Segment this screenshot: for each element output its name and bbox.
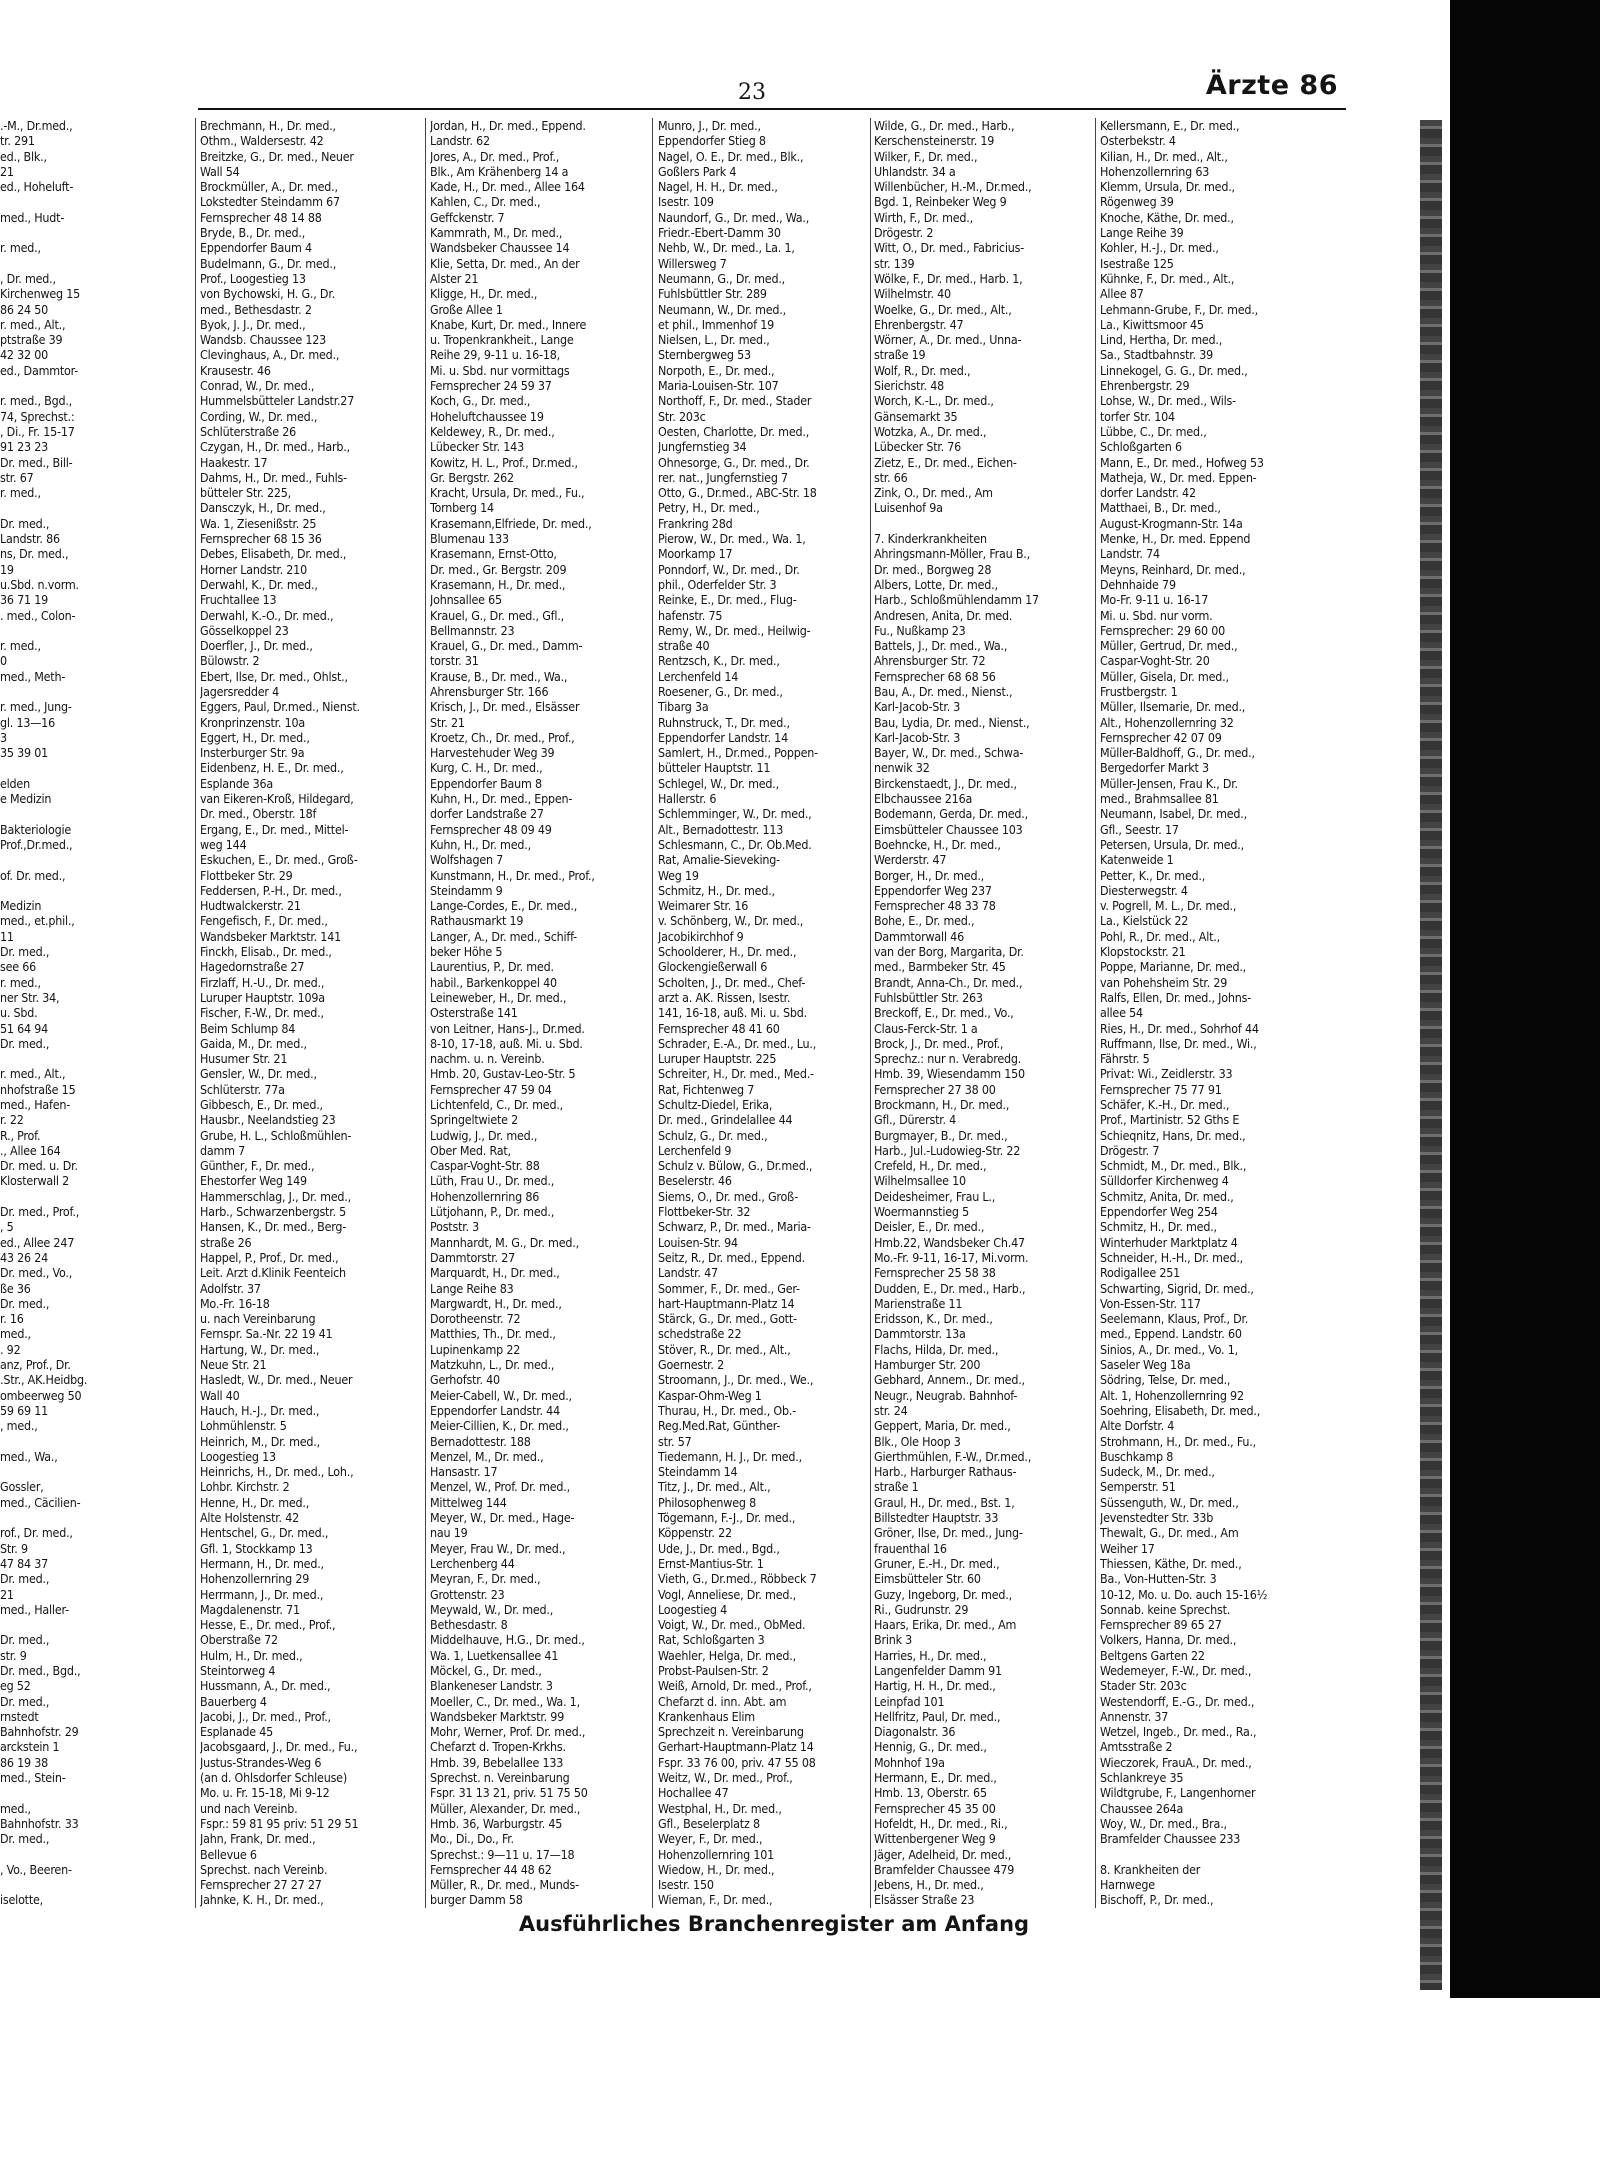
scan-spine-shadow [1420,120,1442,1990]
scan-bottom-margin [1450,1998,1600,2177]
section-title: Ärzte 86 [1205,70,1338,101]
listing-column-1 [0,118,192,1908]
column-text: Brechmann, H., Dr. med., Othm., Waldersestr. 42 Breitzke, G., Dr. med., Neuer Wall 54 Brockmüller, A., Dr. med., Lokstedter Steindamm 67 Fernsprecher 48 14 88 Bryde, B., Dr. med., Eppendorfer Baum 4 Budelmann, G., Dr. med., Prof., Loogestieg 13 von Bychowski, H. G., Dr. med., Bethesdastr. 2 Byok, J. J., Dr. med., Wandsb. Chaussee 123 Clevinghaus, A., Dr. med., Krausestr. 46 Conrad, W., Dr. med., Hummelsbütteler Landstr.27 Cording, W., Dr. med., Schlüterstraße 26 Czygan, H., Dr. med., Harb., Haakestr. 17 Dahms, H., Dr. med., Fuhls- bütteler Str. 225, Dansczyk, H., Dr. med., Wa. 1, Ziesenißstr. 25 Fernsprecher 68 15 36 Debes, Elisabeth, Dr. med., Horner Landstr. 210 Derwahl, K., Dr. med., Fruchtallee 13 Derwahl, K.-O., Dr. med., Gösselkoppel 23 Doerfler, J., Dr. med., Bülowstr. 2 Ebert, Ilse, Dr. med., Ohlst., Jagersredder 4 Eggers, Paul, Dr.med., Nienst. Kronprinzenstr. 10a Eggert, H., Dr. med., Insterburger Str. 9a Eidenbenz, H. E., Dr. med., Esplande 36a van Eikeren-Kroß, Hildegard, Dr. med., Oberstr. 18f Ergang, E., Dr. med., Mittel- weg 144 Eskuchen, E., Dr. med., Groß- Flottbeker Str. 29 Feddersen, P.-H., Dr. med., Hudtwalckerstr. 21 Fengefisch, F., Dr. med., Wandsbeker Marktstr. 141 Finckh, Elisab., Dr. med., Hagedornstraße 27 Firzlaff, H.-U., Dr. med., Luruper Hauptstr. 109a Fischer, F.-W., Dr. med., Beim Schlump 84 Gaida, M., Dr. med., Husumer Str. 21 Gensler, W., Dr. med., Schlüterstr. 77a Gibbesch, E., Dr. med., Hausbr., Neelandstieg 23 Grube, H. L., Schloßmühlen- damm 7 Günther, F., Dr. med., Ehestorfer Weg 149 Hammerschlag, J., Dr. med., Harb., Schwarzenbergstr. 5 Hansen, K., Dr. med., Berg- straße 26 Happel, P., Prof., Dr. med., Leit. Arzt d.Klinik Feenteich Adolfstr. 37 Mo.-Fr. 16-18 u. nach Vereinbarung Fernspr. Sa.-Nr. 22 19 41 Hartung, W., Dr. med., Neue Str. 21 Hasledt, W., Dr. med., Neuer Wall 40 Hauch, H.-J., Dr. med., Lohmühlenstr. 5 Heinrich, M., Dr. med., Loogestieg 13 Heinrichs, H., Dr. med., Loh., Lohbr. Kirchstr. 2 Henne, H., Dr. med., Alte Holstenstr. 42 Hentschel, G., Dr. med., Gfl. 1, Stockkamp 13 Hermann, H., Dr. med., Hohenzollernring 29 Herrmann, J., Dr. med., Magdalenenstr. 71 Hesse, E., Dr. med., Prof., Oberstraße 72 Hulm, H., Dr. med., Steintorweg 4 Hussmann, A., Dr. med., Bauerberg 4 Jacobi, J., Dr. med., Prof., Esplanade 45 Jacobsgaard, J., Dr. med., Fu., Justus-Strandes-Weg 6 (an d. Ohlsdorfer Schleuse) Mo. u. Fr. 15-18, Mi 9-12 und nach Vereinb. Fspr.: 59 81 95 priv: 51 29 51 Jahn, Frank, Dr. med., Bellevue 6 Sprechst. nach Vereinb. Fernsprecher 27 27 27 Jahnke, K. H., Dr. med., [200,118,360,1908]
footer-note: Ausführliches Branchenregister am Anfang [518,1912,1030,1936]
scan-dark-edge [1450,0,1600,2177]
listing-column-2 [200,118,420,1908]
column-divider [425,118,426,1908]
column-text: Kellersmann, E., Dr. med., Osterbekstr. 4 Kilian, H., Dr. med., Alt., Hohenzollernring 63 Klemm, Ursula, Dr. med., Rögenweg 39 Knoche, Käthe, Dr. med., Lange Reihe 39 Kohler, H.-J., Dr. med., Isestraße 125 Kühnke, F., Dr. med., Alt., Allee 87 Lehmann-Grube, F., Dr. med., La., Kiwittsmoor 45 Lind, Hertha, Dr. med., Sa., Stadtbahnstr. 39 Linnekogel, G. G., Dr. med., Ehrenbergstr. 29 Lohse, W., Dr. med., Wils- torfer Str. 104 Lübbe, C., Dr. med., Schloßgarten 6 Mann, E., Dr. med., Hofweg 53 Matheja, W., Dr. med. Eppen- dorfer Landstr. 42 Matthaei, B., Dr. med., August-Krogmann-Str. 14a Menke, H., Dr. med. Eppend Landstr. 74 Meyns, Reinhard, Dr. med., Dehnhaide 79 Mo-Fr. 9-11 u. 16-17 Mi. u. Sbd. nur vorm. Fernsprecher: 29 60 00 Müller, Gertrud, Dr. med., Caspar-Voght-Str. 20 Müller, Gisela, Dr. med., Frustbergstr. 1 Müller, Ilsemarie, Dr. med., Alt., Hohenzollernring 32 Fernsprecher 42 07 09 Müller-Baldhoff, G., Dr. med., Bergedorfer Markt 3 Müller-Jensen, Frau K., Dr. med., Brahmsallee 81 Neumann, Isabel, Dr. med., Gfl., Seestr. 17 Petersen, Ursula, Dr. med., Katenweide 1 Petter, K., Dr. med., Diesterwegstr. 4 v. Pogrell, M. L., Dr. med., La., Kielstück 22 Pohl, R., Dr. med., Alt., Klopstockstr. 21 Poppe, Marianne, Dr. med., van Pohehsheim Str. 29 Ralfs, Ellen, Dr. med., Johns- allee 54 Ries, H., Dr. med., Sohrhof 44 Ruffmann, Ilse, Dr. med., Wi., Fährstr. 5 Privat: Wi., Zeidlerstr. 33 Fernsprecher 75 77 91 Schäfer, K.-H., Dr. med., Prof., Martinistr. 52 Gths E Schieqnitz, Hans, Dr. med., Drögestr. 7 Schmidt, M., Dr. med., Blk., Sülldorfer Kirchenweg 4 Schmitz, Anita, Dr. med., Eppendorfer Weg 254 Schmitz, H., Dr. med., Winterhuder Marktplatz 4 Schneider, H.-H., Dr. med., Rodigallee 251 Schwarting, Sigrid, Dr. med., Von-Essen-Str. 117 Seelemann, Klaus, Prof., Dr. med., Eppend. Landstr. 60 Sinios, A., Dr. med., Vo. 1, Saseler Weg 18a Södring, Telse, Dr. med., Alt. 1, Hohenzollernring 92 Soehring, Elisabeth, Dr. med., Alte Dorfstr. 4 Strohmann, H., Dr. med., Fu., Buschkamp 8 Sudeck, M., Dr. med., Semperstr. 51 Süssenguth, W., Dr. med., Jevenstedter Str. 33b Thewalt, G., Dr. med., Am Weiher 17 Thiessen, Käthe, Dr. med., Ba., Von-Hutten-Str. 3 10-12, Mo. u. Do. auch 15-16½ Sonnab. keine Sprechst. Fernsprecher 89 65 27 Volkers, Hanna, Dr. med., Beltgens Garten 22 Wedemeyer, F.-W., Dr. med., Stader Str. 203c Westendorff, E.-G., Dr. med., Annenstr. 37 Wetzel, Ingeb., Dr. med., Ra., Amtsstraße 2 Wieczorek, FrauA., Dr. med., Schlankreye 35 Wildtgrube, F., Langenhorner Chaussee 264a Woy, W., Dr. med., Bra., Bramfelder Chaussee 233 8. Krankheiten der Harnwege Bischoff, P., Dr. med., [1100,118,1268,1908]
page-number: 23 [738,80,766,105]
column-text: Jordan, H., Dr. med., Eppend. Landstr. 62 Jores, A., Dr. med., Prof., Blk., Am Krähenberg 14 a Kade, H., Dr. med., Allee 164 Kahlen, C., Dr. med., Geffckenstr. 7 Kammrath, M., Dr. med., Wandsbeker Chaussee 14 Klie, Setta, Dr. med., An der Alster 21 Kligge, H., Dr. med., Große Allee 1 Knabe, Kurt, Dr. med., Innere u. Tropenkrankheit., Lange Reihe 29, 9-11 u. 16-18, Mi. u. Sbd. nur vormittags Fernsprecher 24 59 37 Koch, G., Dr. med., Hoheluftchaussee 19 Keldewey, R., Dr. med., Lübecker Str. 143 Kowitz, H. L., Prof., Dr.med., Gr. Bergstr. 262 Kracht, Ursula, Dr. med., Fu., Tornberg 14 Krasemann,Elfriede, Dr. med., Blumenau 133 Krasemann, Ernst-Otto, Dr. med., Gr. Bergstr. 209 Krasemann, H., Dr. med., Johnsallee 65 Krauel, G., Dr. med., Gfl., Bellmannstr. 23 Krauel, G., Dr. med., Damm- torstr. 31 Krause, B., Dr. med., Wa., Ahrensburger Str. 166 Krisch, J., Dr. med., Elsässer Str. 21 Kroetz, Ch., Dr. med., Prof., Harvestehuder Weg 39 Kurg, C. H., Dr. med., Eppendorfer Baum 8 Kuhn, H., Dr. med., Eppen- dorfer Landstraße 27 Fernsprecher 48 09 49 Kuhn, H., Dr. med., Wolfshagen 7 Kunstmann, H., Dr. med., Prof., Steindamm 9 Lange-Cordes, E., Dr. med., Rathausmarkt 19 Langer, A., Dr. med., Schiff- beker Höhe 5 Laurentius, P., Dr. med. habil., Barkenkoppel 40 Leineweber, H., Dr. med., Osterstraße 141 von Leitner, Hans-J., Dr.med. 8-10, 17-18, auß. Mi. u. Sbd. nachm. u. n. Vereinb. Hmb. 20, Gustav-Leo-Str. 5 Fernsprecher 47 59 04 Lichtenfeld, C., Dr. med., Springeltwiete 2 Ludwig, J., Dr. med., Ober Med. Rat, Caspar-Voght-Str. 88 Lüth, Frau U., Dr. med., Hohenzollernring 86 Lütjohann, P., Dr. med., Poststr. 3 Mannhardt, M. G., Dr. med., Dammtorstr. 27 Marquardt, H., Dr. med., Lange Reihe 83 Margwardt, H., Dr. med., Dorotheenstr. 72 Matthies, Th., Dr. med., Lupinenkamp 22 Matzkuhn, L., Dr. med., Gerhofstr. 40 Meier-Cabell, W., Dr. med., Eppendorfer Landstr. 44 Meier-Cillien, K., Dr. med., Bernadottestr. 188 Menzel, M., Dr. med., Hansastr. 17 Menzel, W., Prof. Dr. med., Mittelweg 144 Meyer, W., Dr. med., Hage- nau 19 Meyer, Frau W., Dr. med., Lerchenberg 44 Meyran, F., Dr. med., Grottenstr. 23 Meywald, W., Dr. med., Bethesdastr. 8 Middelhauve, H.G., Dr. med., Wa. 1, Luetkensallee 41 Möckel, G., Dr. med., Blankeneser Landstr. 3 Moeller, C., Dr. med., Wa. 1, Wandsbeker Marktstr. 99 Mohr, Werner, Prof. Dr. med., Chefarzt d. Tropen-Krkhs. Hmb. 39, Bebelallee 133 Sprechst. n. Vereinbarung Fspr. 31 13 21, priv. 51 75 50 Müller, Alexander, Dr. med., Hmb. 36, Warburgstr. 45 Mo., Di., Do., Fr. Sprechst.: 9—11 u. 17—18 Fernsprecher 44 48 62 Müller, R., Dr. med., Munds- burger Damm 58 [430,118,595,1908]
listing-column-6 [1100,118,1320,1908]
listing-column-5 [874,118,1090,1908]
header-rule [198,108,1346,110]
column-text: Munro, J., Dr. med., Eppendorfer Stieg 8 Nagel, O. E., Dr. med., Blk., Goßlers Park 4 Nagel, H. H., Dr. med., Isestr. 109 Naundorf, G., Dr. med., Wa., Friedr.-Ebert-Damm 30 Nehb, W., Dr. med., La. 1, Willersweg 7 Neumann, G., Dr. med., Fuhlsbüttler Str. 289 Neumann, W., Dr. med., et phil., Immenhof 19 Nielsen, L., Dr. med., Sternbergweg 53 Norpoth, E., Dr. med., Maria-Louisen-Str. 107 Northoff, F., Dr. med., Stader Str. 203c Oesten, Charlotte, Dr. med., Jungfernstieg 34 Ohnesorge, G., Dr. med., Dr. rer. nat., Jungfernstieg 7 Otto, G., Dr.med., ABC-Str. 18 Petry, H., Dr. med., Frankring 28d Pierow, W., Dr. med., Wa. 1, Moorkamp 17 Ponndorf, W., Dr. med., Dr. phil., Oderfelder Str. 3 Reinke, E., Dr. med., Flug- hafenstr. 75 Remy, W., Dr. med., Heilwig- straße 40 Rentzsch, K., Dr. med., Lerchenfeld 14 Roesener, G., Dr. med., Tibarg 3a Ruhnstruck, T., Dr. med., Eppendorfer Landstr. 14 Samlert, H., Dr.med., Poppen- bütteler Hauptstr. 11 Schlegel, W., Dr. med., Hallerstr. 6 Schlemminger, W., Dr. med., Alt., Bernadottestr. 113 Schlesmann, C., Dr. Ob.Med. Rat, Amalie-Sieveking- Weg 19 Schmitz, H., Dr. med., Weimarer Str. 16 v. Schönberg, W., Dr. med., Jacobikirchhof 9 Schoolderer, H., Dr. med., Glockengießerwall 6 Scholten, J., Dr. med., Chef- arzt a. AK. Rissen, Isestr. 141, 16-18, auß. Mi. u. Sbd. Fernsprecher 48 41 60 Schrader, E.-A., Dr. med., Lu., Luruper Hauptstr. 225 Schreiter, H., Dr. med., Med.- Rat, Fichtenweg 7 Schultz-Diedel, Erika, Dr. med., Grindelallee 44 Schulz, G., Dr. med., Lerchenfeld 9 Schulz v. Bülow, G., Dr.med., Beselerstr. 46 Siems, O., Dr. med., Groß- Flottbeker-Str. 32 Schwarz, P., Dr. med., Maria- Louisen-Str. 94 Seitz, R., Dr. med., Eppend. Landstr. 47 Sommer, F., Dr. med., Ger- hart-Hauptmann-Platz 14 Stärck, G., Dr. med., Gott- schedstraße 22 Stöver, R., Dr. med., Alt., Goernestr. 2 Stroomann, J., Dr. med., We., Kaspar-Ohm-Weg 1 Thurau, H., Dr. med., Ob.- Reg.Med.Rat, Günther- str. 57 Tiedemann, H. J., Dr. med., Steindamm 14 Titz, J., Dr. med., Alt., Philosophenweg 8 Tögemann, F.-J., Dr. med., Köppenstr. 22 Ude, J., Dr. med., Bgd., Ernst-Mantius-Str. 1 Vieth, G., Dr.med., Röbbeck 7 Vogl, Anneliese, Dr. med., Loogestieg 4 Voigt, W., Dr. med., ObMed. Rat, Schloßgarten 3 Waehler, Helga, Dr. med., Probst-Paulsen-Str. 2 Weiß, Arnold, Dr. med., Prof., Chefarzt d. inn. Abt. am Krankenhaus Elim Sprechzeit n. Vereinbarung Gerhart-Hauptmann-Platz 14 Fspr. 33 76 00, priv. 47 55 08 Weitz, W., Dr. med., Prof., Hochallee 47 Westphal, H., Dr. med., Gfl., Beselerplatz 8 Weyer, F., Dr. med., Hohenzollernring 101 Wiedow, H., Dr. med., Isestr. 150 Wieman, F., Dr. med., [658,118,818,1908]
column-divider [1095,118,1096,1908]
column-text: Wilde, G., Dr. med., Harb., Kerschensteinerstr. 19 Wilker, F., Dr. med., Uhlandstr. 34 a Willenbücher, H.-M., Dr.med., Bgd. 1, Reinbeker Weg 9 Wirth, F., Dr. med., Drögestr. 2 Witt, O., Dr. med., Fabricius- str. 139 Wölke, F., Dr. med., Harb. 1, Wilhelmstr. 40 Woelke, G., Dr. med., Alt., Ehrenbergstr. 47 Wörner, A., Dr. med., Unna- straße 19 Wolf, R., Dr. med., Sierichstr. 48 Worch, K.-L., Dr. med., Gänsemarkt 35 Wotzka, A., Dr. med., Lübecker Str. 76 Zietz, E., Dr. med., Eichen- str. 66 Zink, O., Dr. med., Am Luisenhof 9a 7. Kinderkrankheiten Ahringsmann-Möller, Frau B., Dr. med., Borgweg 28 Albers, Lotte, Dr. med., Harb., Schloßmühlendamm 17 Andresen, Anita, Dr. med. Fu., Nußkamp 23 Battels, J., Dr. med., Wa., Ahrensburger Str. 72 Fernsprecher 68 68 56 Bau, A., Dr. med., Nienst., Karl-Jacob-Str. 3 Bau, Lydia, Dr. med., Nienst., Karl-Jacob-Str. 3 Bayer, W., Dr. med., Schwa- nenwik 32 Birckenstaedt, J., Dr. med., Elbchaussee 216a Bodemann, Gerda, Dr. med., Eimsbütteler Chaussee 103 Boehncke, H., Dr. med., Werderstr. 47 Borger, H., Dr. med., Eppendorfer Weg 237 Fernsprecher 48 33 78 Bohe, E., Dr. med., Dammtorwall 46 van der Borg, Margarita, Dr. med., Barmbeker Str. 45 Brandt, Anna-Ch., Dr. med., Fuhlsbüttler Str. 263 Breckoff, E., Dr. med., Vo., Claus-Ferck-Str. 1 a Brock, J., Dr. med., Prof., Sprechz.: nur n. Verabredg. Hmb. 39, Wiesendamm 150 Fernsprecher 27 38 00 Brockmann, H., Dr. med., Gfl., Dürerstr. 4 Burgmayer, B., Dr. med., Harb., Jul.-Ludowieg-Str. 22 Crefeld, H., Dr. med., Wilhelmsallee 10 Deidesheimer, Frau L., Woermannstieg 5 Deisler, E., Dr. med., Hmb.22, Wandsbeker Ch.47 Mo.-Fr. 9-11, 16-17, Mi.vorm. Fernsprecher 25 58 38 Dudden, E., Dr. med., Harb., Marienstraße 11 Eridsson, K., Dr. med., Dammtorstr. 13a Flachs, Hilda, Dr. med., Hamburger Str. 200 Gebhard, Annem., Dr. med., Neugr., Neugrab. Bahnhof- str. 24 Geppert, Maria, Dr. med., Blk., Ole Hoop 3 Gierthmühlen, F.-W., Dr.med., Harb., Harburger Rathaus- straße 1 Graul, H., Dr. med., Bst. 1, Billstedter Hauptstr. 33 Gröner, Ilse, Dr. med., Jung- frauenthal 16 Gruner, E.-H., Dr. med., Eimsbütteler Str. 60 Guzy, Ingeborg, Dr. med., Ri., Gudrunstr. 29 Haars, Erika, Dr. med., Am Brink 3 Harries, H., Dr. med., Langenfelder Damm 91 Hartig, H. H., Dr. med., Leinpfad 101 Hellfritz, Paul, Dr. med., Diagonalstr. 36 Hennig, G., Dr. med., Mohnhof 19a Hermann, E., Dr. med., Hmb. 13, Oberstr. 65 Fernsprecher 45 35 00 Hofeldt, H., Dr. med., Ri., Wittenbergener Weg 9 Jäger, Adelheid, Dr. med., Bramfelder Chaussee 479 Jebens, H., Dr. med., Elsässer Straße 23 [874,118,1039,1908]
column-divider [652,118,653,1908]
column-divider [195,118,196,1908]
listing-column-3 [430,118,648,1908]
column-text: .-M., Dr.med., tr. 291 ed., Blk., 21 ed., Hoheluft- med., Hudt- r. med., , Dr. med., Kirchenweg 15 86 24 50 r. med., Alt., ptstraße 39 42 32 00 ed., Dammtor- r. med., Bgd., 74, Sprechst.: , Di., Fr. 15-17 91 23 23 Dr. med., Bill- str. 67 r. med., Dr. med., Landstr. 86 ns, Dr. med., 19 u.Sbd. n.vorm. 36 71 19 . med., Colon- r. med., 0 med., Meth- r. med., Jung- gl. 13—16 3 35 39 01 elden e Medizin Bakteriologie Prof.,Dr.med., of. Dr. med., Medizin med., et.phil., 11 Dr. med., see 66 r. med., ner Str. 34, u. Sbd. 51 64 94 Dr. med., r. med., Alt., nhofstraße 15 med., Hafen- r. 22 R., Prof. ., Allee 164 Dr. med. u. Dr. Klosterwall 2 Dr. med., Prof., , 5 ed., Allee 247 43 26 24 Dr. med., Vo., ße 36 Dr. med., r. 16 med., . 92 anz, Prof., Dr. .Str., AK.Heidbg. ombeerweg 50 59 69 11 , med., med., Wa., Gossler, med., Cäcilien- rof., Dr. med., Str. 9 47 84 37 Dr. med., 21 med., Haller- Dr. med., str. 9 Dr. med., Bgd., eg 52 Dr. med., rnstedt Bahnhofstr. 29 arckstein 1 86 19 38 med., Stein- med., Bahnhofstr. 33 Dr. med., , Vo., Beeren- iselotte, [0,118,88,1908]
column-divider [870,118,871,1908]
listing-column-4 [658,118,868,1908]
page-header [198,70,1346,106]
